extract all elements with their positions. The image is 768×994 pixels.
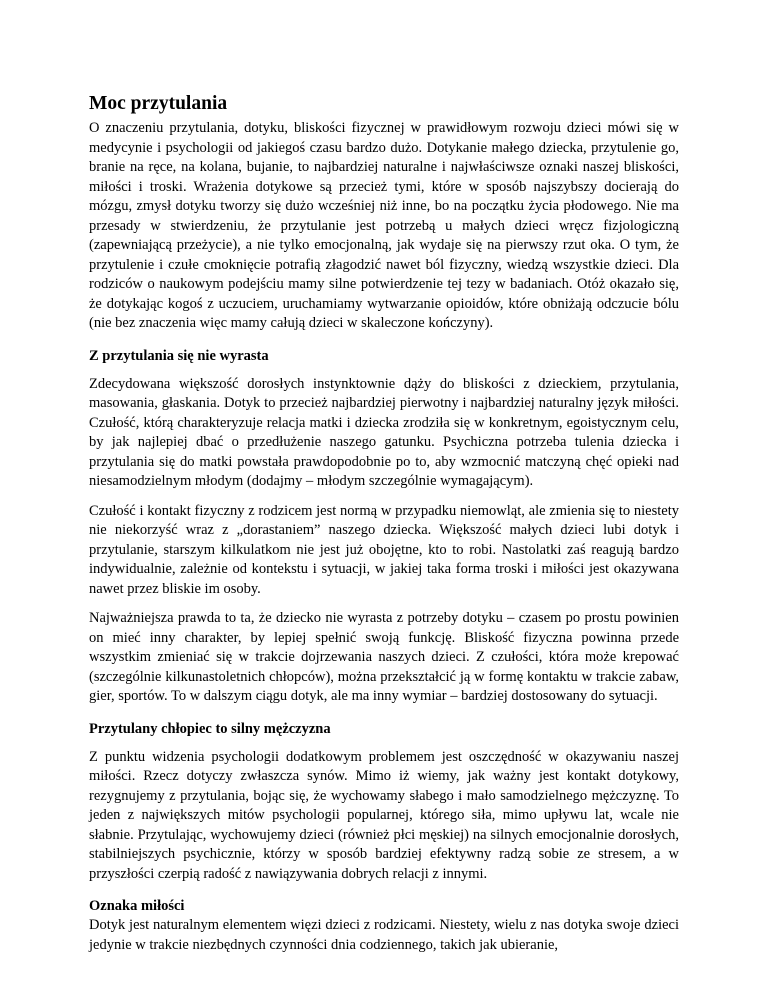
section-paragraph: Najważniejsza prawda to ta, że dziecko nie wyrasta z potrzeby dotyku – czasem po prostu powinien on mieć inny charakter, by lepiej spełnić swoją funkcję. Bliskość fizyczna powinna przede wszystkim zmieniać się w trakcie dojrzewania naszych dzieci. Z czułości, która może krepować (szczególnie kilkunastoletnich chłopców), można przekształcić ją w formę kontaktu w trakcie zabaw, gier, sportów. To w dalszym ciągu dotyk, ale ma inny wymiar – bardziej dostosowany do sytuacji. xyxy=(89,610,679,704)
document-title: Moc przytulania xyxy=(89,93,228,114)
section-heading: Z przytulania się nie wyrasta xyxy=(89,347,269,364)
intro-paragraph: O znaczeniu przytulania, dotyku, bliskości fizycznej w prawidłowym rozwoju dzieci mówi się w medycynie i psychologii od jakiegoś czasu bardzo dużo. Dotykanie małego dziecka, przytulenie go, branie na ręce, na kolana, bujanie, to najbardziej naturalne i najwłaściwsze oznaki naszej bliskości, miłości i troski. Wrażenia dotykowe są przecież tymi, które w sposób najszybszy docierają do mózgu, zmysł dotyku tworzy się dużo wcześniej niż inne, bo na początku życia płodowego. Nie ma przesady w stwierdzeniu, że przytulanie jest potrzebą u małych dzieci wręcz fizjologiczną (zapewniającą przeżycie), a nie tylko emocjonalną, jak wydaje się na pierwszy rzut oka. O tym, że przytulenie i czułe cmoknięcie potrafią złagodzić nawet ból fizyczny, wiedzą wszystkie dzieci. Dla rodziców o naukowym podejściu mamy silne potwierdzenie tej tezy w badaniach. Otóż okazało się, że dotykając kogoś z uczuciem, uruchamiamy wytwarzanie opioidów, które obniżają odczucie bólu (nie bez znaczenia więc mamy całują dzieci w skaleczone kończyny). xyxy=(89,120,679,331)
section-paragraph: Dotyk jest naturalnym elementem więzi dzieci z rodzicami. Niestety, wielu z nas dotyka swoje dzieci jedynie w trakcie niezbędnych czynności dnia codziennego, takich jak ubieranie, xyxy=(89,917,679,953)
section-heading: Oznaka miłości xyxy=(89,898,185,914)
section-paragraph: Zdecydowana większość dorosłych instynktownie dąży do bliskości z dzieckiem, przytulania, masowania, głaskania. Dotyk to przecież najbardziej pierwotny i najbardziej naturalny język miłości. Czułość, którą charakteryzuje relacja matki i dziecka zrodziła się w konkretnym, egoistycznym celu, by jak najlepiej dbać o przedłużenie naszego gatunku. Psychiczna potrzeba tulenia dziecka i przytulania się do matki powstała prawdopodobnie po to, aby wzmocnić matczyną chęć opieki nad niesamodzielnym młodym (dodajmy – młodym szczególnie wymagającym). xyxy=(89,375,679,489)
document-page xyxy=(89,92,679,955)
section-heading: Przytulany chłopiec to silny mężczyzna xyxy=(89,720,331,737)
section-paragraph: Czułość i kontakt fizyczny z rodzicem jest normą w przypadku niemowląt, ale zmienia się to niestety nie niekorzyść wraz z „dorastaniem” naszego dziecka. Większość małych dzieci lubi dotyk i przytulanie, starszym kilkulatkom nie jest już obojętne, kto to robi. Nastolatki zaś reagują bardzo indywidualnie, zależnie od kontekstu i sytuacji, w jakiej taka forma troski i miłości jest okazywana nawet przez bliskie im osoby. xyxy=(89,502,679,597)
section-paragraph: Z punktu widzenia psychologii dodatkowym problemem jest oszczędność w okazywaniu naszej miłości. Rzecz dotyczy zwłaszcza synów. Mimo iż wiemy, jak ważny jest kontakt dotykowy, rezygnujemy z przytulania, bojąc się, że wychowamy słabego i mało samodzielnego mężczyznę. To jeden z największych mitów psychologii popularnej, którego siła, mimo upływu lat, wcale nie słabnie. Przytulając, wychowujemy dzieci (również płci męskiej) na silnych emocjonalnie dorosłych, stabilniejszych psychicznie, którzy w sposób bardziej efektywny radzą sobie ze stresem, a w przyszłości czerpią radość z nawiązywania dobrych relacji z innymi. xyxy=(89,748,679,882)
